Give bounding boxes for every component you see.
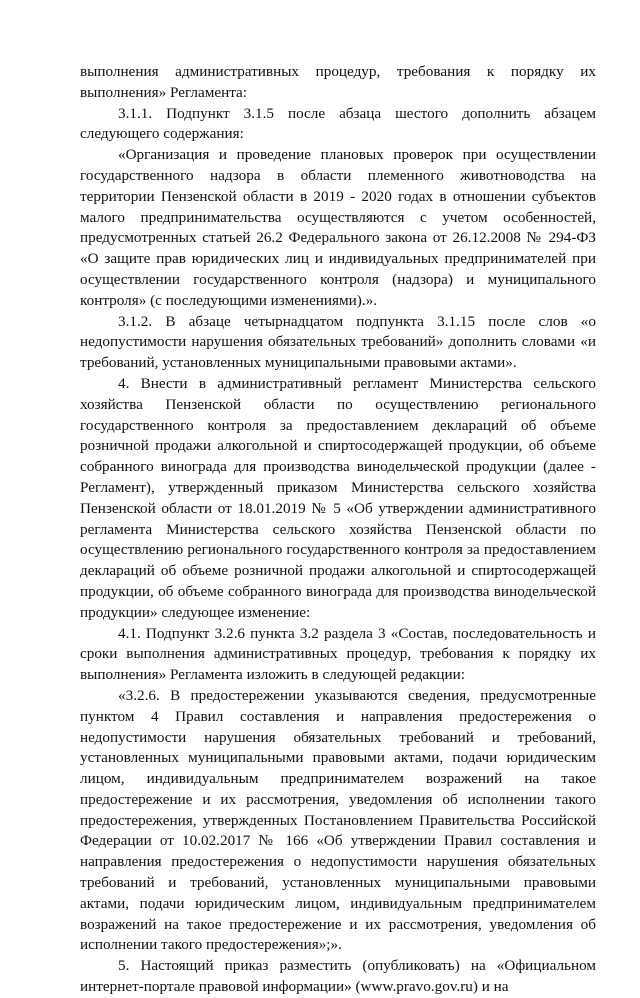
paragraph-3-1-1: 3.1.1. Подпункт 3.1.5 после абзаца шестого дополнить абзацем следующего содержания: xyxy=(80,104,596,143)
paragraph-continuation: выполнения административных процедур, требования к порядку их выполнения» Регламента: xyxy=(80,63,596,101)
paragraph-3-1-2: 3.1.2. В абзаце четырнадцатом подпункта 3.1.15 после слов «о недопустимости нарушения обязательных требований» дополнить словами «и требований, установленных муниципальными правовыми актами». xyxy=(80,312,596,372)
paragraph-4: 4. Внести в административный регламент Министерства сельского хозяйства Пензенской области по осуществлению регионального государственного контроля за предоставлением деклараций об объеме розничной продажи алкогольной и спиртосодержащей продукции, об объеме собранного винограда для производства винодельческой продукции (далее - Регламент), утвержденный приказом Министерства сельского хозяйства Пензенской области от 18.01.2019 № 5 «Об утверждении административного регламента Министерства сельского хозяйства Пензенской области по осуществлению регионального государственного контроля за предоставлением деклараций об объеме розничной продажи алкогольной и спиртосодержащей продукции, об объеме собранного винограда для производства винодельческой продукции» следующее изменение: xyxy=(80,374,596,621)
paragraph-3-1-1-quote: «Организация и проведение плановых проверок при осуществлении государственного надзора в области племенного животноводства на территории Пензенской области в 2019 - 2020 годах в отношении субъектов малого предпринимательства осуществляются с учетом особенностей, предусмотренных статьей 26.2 Федерального закона от 26.12.2008 № 294-ФЗ «О защите прав юридических лиц и индивидуальных предпринимателей при осуществлении государственного контроля (надзора) и муниципального контроля» (с последующими изменениями).». xyxy=(80,146,596,309)
paragraph-3-2-6-quote: «3.2.6. В предостережении указываются сведения, предусмотренные пунктом 4 Правил составления и направления предостережения о недопустимости нарушения обязательных требований и требований, установленных муниципальными правовыми актами, подачи юридическим лицом, индивидуальным предпринимателем возражений на такое предостережение и их рассмотрения, уведомления об исполнении такого предостережения, утвержденных Постановлением Правительства Российской Федерации от 10.02.2017 № 166 «Об утверждении Правил составления и направления предостережения о недопустимости нарушения обязательных требований и требований, установленных муниципальными правовыми актами, подачи юридическим лицом, индивидуальным предпринимателем возражений на такое предостережение и их рассмотрения, уведомления об исполнении такого предостережения»;». xyxy=(80,686,596,954)
paragraph-5: 5. Настоящий приказ разместить (опубликовать) на «Официальном интернет-портале правовой информации» (www.pravo.gov.ru) и на xyxy=(80,957,596,996)
paragraph-4-1: 4.1. Подпункт 3.2.6 пункта 3.2 раздела 3 «Состав, последовательность и сроки выполнения административных процедур, требования к порядку их выполнения» Регламента изложить в следующей редакции: xyxy=(80,624,596,684)
document-body xyxy=(80,62,596,998)
